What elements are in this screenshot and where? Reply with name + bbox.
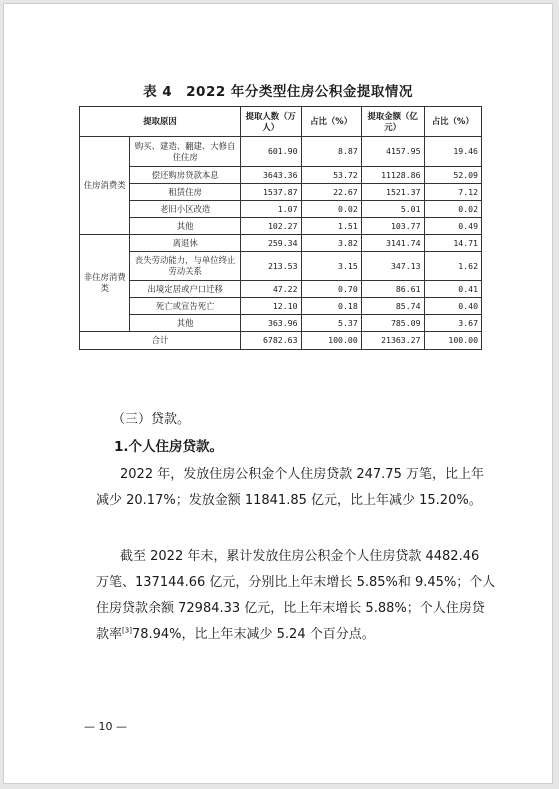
withdrawal-table xyxy=(79,106,482,350)
row-amount-pct: 1.62 xyxy=(424,252,481,281)
row-people-pct: 53.72 xyxy=(301,167,361,184)
row-item: 离退休 xyxy=(130,235,241,252)
paragraph-1: 2022 年，发放住房公积金个人住房贷款 247.75 万笔，比上年减少 20.17%；发放金额 11841.85 亿元，比上年减少 15.20%。 xyxy=(96,467,484,508)
row-item: 偿还购房贷款本息 xyxy=(130,167,241,184)
header-amount: 提取金额（亿元） xyxy=(361,107,424,137)
row-item: 死亡或宣告死亡 xyxy=(130,298,241,315)
row-item: 出境定居或户口迁移 xyxy=(130,281,241,298)
row-people-pct: 1.51 xyxy=(301,218,361,235)
table-title: 表 4 2022 年分类型住房公积金提取情况 xyxy=(143,84,413,100)
table-row xyxy=(80,252,482,281)
total-label: 合计 xyxy=(80,332,241,350)
header-reason: 提取原因 xyxy=(80,107,241,137)
row-people-pct: 0.02 xyxy=(301,201,361,218)
row-amount: 5.01 xyxy=(361,201,424,218)
table-row xyxy=(80,315,482,332)
row-amount: 3141.74 xyxy=(361,235,424,252)
row-item: 其他 xyxy=(130,218,241,235)
table-row xyxy=(80,201,482,218)
row-amount: 85.74 xyxy=(361,298,424,315)
total-people: 6782.63 xyxy=(240,332,301,350)
header-people: 提取人数（万人） xyxy=(240,107,301,137)
section-heading: （三）贷款。 xyxy=(112,412,191,427)
row-people-pct: 3.15 xyxy=(301,252,361,281)
row-amount-pct: 0.41 xyxy=(424,281,481,298)
row-people: 3643.36 xyxy=(240,167,301,184)
row-amount: 86.61 xyxy=(361,281,424,298)
row-amount-pct: 14.71 xyxy=(424,235,481,252)
row-amount-pct: 0.40 xyxy=(424,298,481,315)
row-amount: 4157.95 xyxy=(361,137,424,167)
row-people-pct: 3.82 xyxy=(301,235,361,252)
row-people: 363.96 xyxy=(240,315,301,332)
row-amount-pct: 7.12 xyxy=(424,184,481,201)
group-label: 住房消费类 xyxy=(80,137,130,235)
table-header-row xyxy=(80,107,482,137)
row-people: 601.90 xyxy=(240,137,301,167)
row-people: 47.22 xyxy=(240,281,301,298)
row-people: 1.07 xyxy=(240,201,301,218)
row-item: 租赁住房 xyxy=(130,184,241,201)
group-label: 非住房消费类 xyxy=(80,235,130,332)
row-people-pct: 0.70 xyxy=(301,281,361,298)
row-people: 1537.87 xyxy=(240,184,301,201)
table-row xyxy=(80,218,482,235)
row-people-pct: 0.18 xyxy=(301,298,361,315)
row-amount-pct: 0.49 xyxy=(424,218,481,235)
row-amount: 11128.86 xyxy=(361,167,424,184)
row-amount-pct: 52.09 xyxy=(424,167,481,184)
row-people: 213.53 xyxy=(240,252,301,281)
table-row xyxy=(80,184,482,201)
row-people: 259.34 xyxy=(240,235,301,252)
paragraph-2 xyxy=(96,544,496,648)
footnote-ref: [3] xyxy=(122,626,132,635)
row-amount: 1521.37 xyxy=(361,184,424,201)
total-amount: 21363.27 xyxy=(361,332,424,350)
page-number: — 10 — xyxy=(84,720,127,733)
paragraph-2-part-a: 截至 2022 年末，累计发放住房公积金个人住房贷款 4482.46 万笔、137144.66 亿元，分别比上年末增长 5.85%和 9.45%；个人住房贷款余额 72984.33 亿元，比上年末增长 5.88%；个人住房贷款率 xyxy=(96,549,496,642)
row-people: 102.27 xyxy=(240,218,301,235)
row-people: 12.10 xyxy=(240,298,301,315)
total-amount-pct: 100.00 xyxy=(424,332,481,350)
row-amount: 103.77 xyxy=(361,218,424,235)
document-page xyxy=(3,3,553,784)
total-people-pct: 100.00 xyxy=(301,332,361,350)
row-people-pct: 8.87 xyxy=(301,137,361,167)
row-item: 老旧小区改造 xyxy=(130,201,241,218)
header-amount-pct: 占比（%） xyxy=(424,107,481,137)
table-total-row xyxy=(80,332,482,350)
subheading: 1.个人住房贷款。 xyxy=(114,439,224,455)
table-row xyxy=(80,298,482,315)
paragraph-2-part-b: 78.94%，比上年末减少 5.24 个百分点。 xyxy=(131,627,375,642)
header-people-pct: 占比（%） xyxy=(301,107,361,137)
row-amount: 785.09 xyxy=(361,315,424,332)
table-row xyxy=(80,281,482,298)
table-row xyxy=(80,137,482,167)
row-people-pct: 5.37 xyxy=(301,315,361,332)
row-amount-pct: 0.02 xyxy=(424,201,481,218)
row-amount-pct: 19.46 xyxy=(424,137,481,167)
row-people-pct: 22.67 xyxy=(301,184,361,201)
table-row xyxy=(80,167,482,184)
row-item: 购买、建造、翻建、大修自住住房 xyxy=(130,137,241,167)
row-amount: 347.13 xyxy=(361,252,424,281)
row-amount-pct: 3.67 xyxy=(424,315,481,332)
row-item: 丧失劳动能力，与单位终止劳动关系 xyxy=(130,252,241,281)
table-row xyxy=(80,235,482,252)
row-item: 其他 xyxy=(130,315,241,332)
